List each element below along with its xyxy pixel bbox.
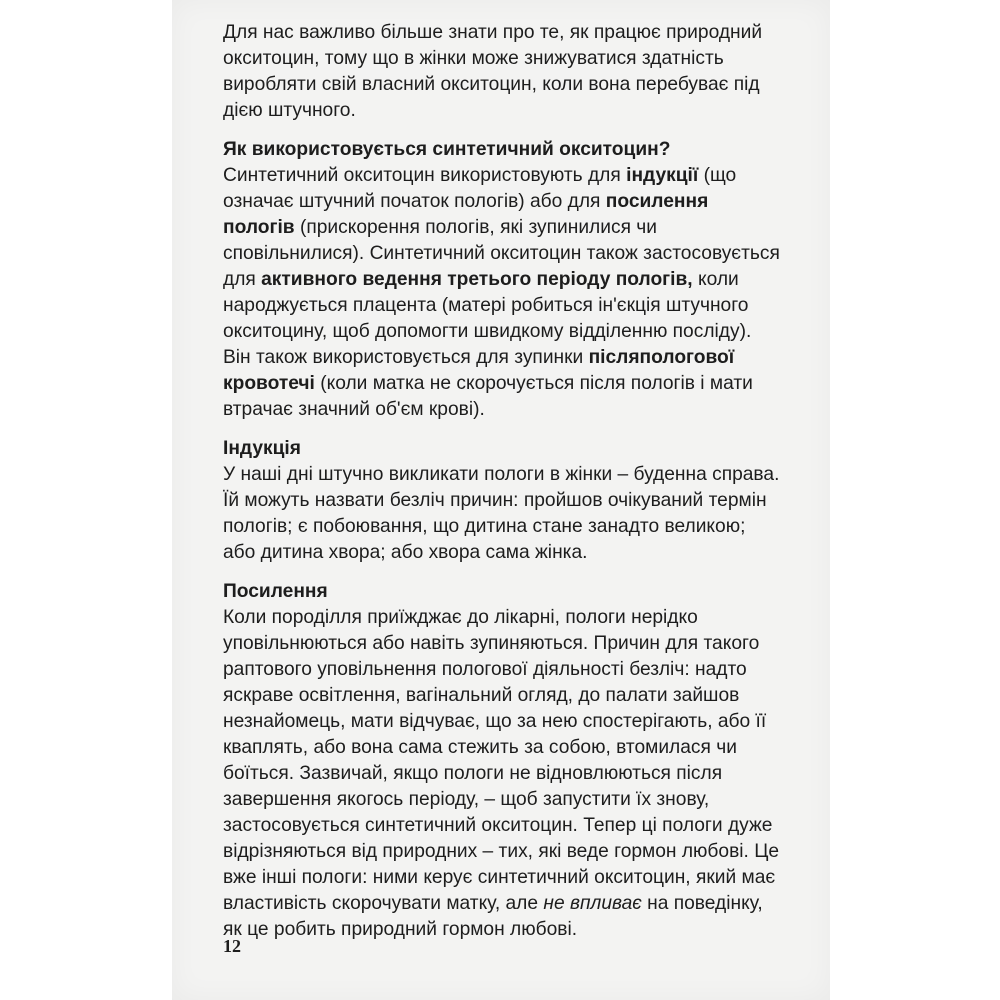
heading-synthetic-oxytocin: Як використовується синтетичний окситоцин? [223, 139, 671, 160]
intro-paragraph: Для нас важливо більше знати про те, як працює природний окситоцин, тому що в жінки може знижуватися здатність виробляти свій власний окситоцин, коли вона перебуває під дією штучного. [223, 22, 763, 121]
page-text [223, 20, 783, 943]
augmentation-paragraph: Коли породілля приїжджає до лікарні, пологи нерідко уповільнюються або навіть зупиняються. Причин для такого раптового уповільнення пологової діяльності безліч: надто яскраве освітлення, вагінальний огляд, до палати зайшов незнайомець, мати відчуває, що за нею спостерігають, або її кваплять, або вона сама стежить за собою, втомилася чи боїться. Зазвичай, якщо пологи не відновлюються після завершення якогось періоду, – щоб запустити їх знову, застосовується синтетичний окситоцин. Тепер ці пологи дуже відрізняються від природних – тих, які веде гормон любові. Це вже інші пологи: ними керує синтетичний окситоцин, який має властивість скорочувати матку, але не впливає на поведінку, як це робить природний гормон любові. [223, 607, 780, 940]
book-page [172, 0, 830, 1000]
page-number: 12 [223, 936, 241, 956]
synthetic-oxytocin-paragraph: Синтетичний окситоцин використовують для індукції (що означає штучний початок пологів) або для посилення пологів (прискорення пологів, які зупинилися чи сповільнилися). Синтетичний окситоцин також застосовується для активного ведення третього періоду пологів, коли народжується плацента (матері робиться ін'єкція штучного окситоцину, щоб допомогти швидкому відділенню посліду). Він також використовується для зупинки післяпологової кровотечі (коли матка не скорочується після пологів і мати втрачає значний об'єм крові). [223, 165, 780, 420]
induction-paragraph: У наші дні штучно викликати пологи в жінки – буденна справа. Їй можуть назвати безліч причин: пройшов очікуваний термін пологів; є побоювання, що дитина стане занадто великою; або дитина хвора; або хвора сама жінка. [223, 464, 780, 563]
heading-induction: Індукція [223, 438, 301, 459]
heading-augmentation: Посилення [223, 581, 328, 602]
